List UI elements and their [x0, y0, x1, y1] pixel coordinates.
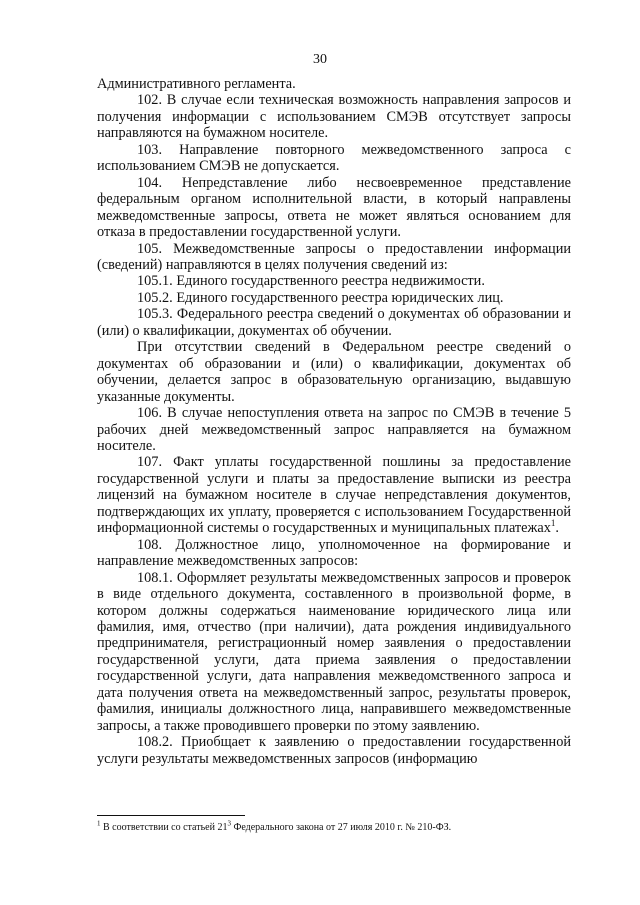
- footnote-text-before: В соответствии со статьей 21: [100, 822, 228, 833]
- paragraph-107-text: 107. Факт уплаты государственной пошлины за предоставление государственной услуги и платы за предоставление выписки из реестра лицензий на бумажном носителе в случае непредставления документов, подтверждающих их уплату, проверяется с использованием Государственной информационной системы о государственных и муниципальных платежах: [97, 454, 571, 537]
- paragraph-108-2: 108.2. Приобщает к заявлению о предоставлении государственной услуги результаты межведомственных запросов (информацию: [97, 734, 571, 767]
- footnote-text-after: Федерального закона от 27 июля 2010 г. № 210-ФЗ.: [230, 822, 452, 833]
- footnote-separator: [97, 815, 245, 816]
- paragraph-107: [97, 454, 571, 536]
- footnote-article-sup: 3: [227, 819, 231, 828]
- paragraph-105: 105. Межведомственные запросы о предоставлении информации (сведений) направляются в целях получения сведений из:: [97, 240, 571, 273]
- page-number: 30: [313, 52, 327, 67]
- footnote-reference: 1: [550, 518, 556, 529]
- paragraph-107-end: .: [555, 520, 559, 537]
- paragraph-105-1: 105.1. Единого государственного реестра недвижимости.: [137, 273, 485, 290]
- paragraph-108-1: 108.1. Оформляет результаты межведомственных запросов и проверок в виде отдельного документа, составленного в произвольной форме, в котором должны содержаться наименование юридического лица или фамилия, имя, отчество (при наличии), дата рождения индивидуального предпринимателя, регистрационный номер заявления о предоставлении государственной услуги, дата приема заявления о предоставлении государственной услуги, дата направления межведомственного запроса и дата получения ответа на межведомственный запрос, результаты проверок, фамилия, инициалы должностного лица, направившего межведомственные запросы, а также проводившего проверки по этому заявлению.: [97, 569, 571, 734]
- footnote: [97, 819, 571, 834]
- body-text: [97, 76, 571, 767]
- paragraph-104: 104. Непредставление либо несвоевременное представление федеральным органом исполнительной власти, в который направлены межведомственные запросы, ответа не может являться основанием для отказа в предоставлении государственной услуги.: [97, 174, 571, 241]
- paragraph-absent-data: При отсутствии сведений в Федеральном реестре сведений о документах об образовании и (или) о квалификации, документах об обучении, делается запрос в образовательную организацию, выдавшую указанные документы.: [97, 339, 571, 405]
- footnote-marker: 1: [97, 819, 101, 828]
- paragraph-108: 108. Должностное лицо, уполномоченное на формирование и направление межведомственных запросов:: [97, 536, 571, 570]
- paragraph-106: 106. В случае непоступления ответа на запрос по СМЭВ в течение 5 рабочих дней межведомственный запрос направляется на бумажном носителе.: [97, 405, 571, 454]
- paragraph-105-2: 105.2. Единого государственного реестра юридических лиц.: [137, 289, 504, 306]
- paragraph-continuation: Административного регламента.: [97, 76, 296, 92]
- paragraph-105-3: 105.3. Федерального реестра сведений о документах об образовании и (или) о квалификации, документах об обучении.: [97, 306, 571, 339]
- paragraph-103: 103. Направление повторного межведомственного запроса с использованием СМЭВ не допускается.: [97, 141, 571, 175]
- paragraph-102: 102. В случае если техническая возможность направления запросов и получения информации с использованием СМЭВ отсутствует запросы направляются на бумажном носителе.: [97, 92, 571, 142]
